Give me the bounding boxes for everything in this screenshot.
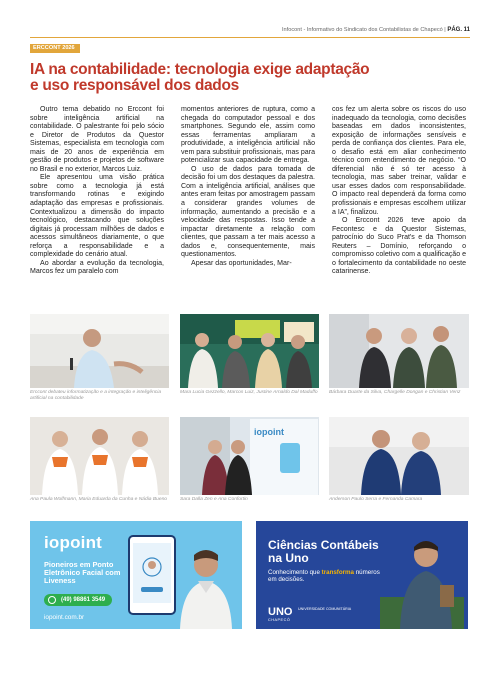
paragraph: Outro tema debatido no Erccont foi sobre inteligência artificial na contabilidade. O palestrante foi pelo sócio e Diretor de Produtos da Questor Sistemas, especialista em tecnologia com mais de 20 anos de experiência em gestão de produtos e projetos de software no Brasil e no exterior, Marcos Luiz. — [30, 106, 164, 173]
section-tag: ERCCONT 2026 — [30, 44, 80, 53]
title-line-1: IA na contabilidade: tecnologia exige adaptação — [30, 61, 370, 78]
photo-caption: Erccont debateu informatização e a integração e inteligência artificial na contabilidade — [30, 390, 162, 401]
uno-sub-post: números em decisões. — [268, 569, 380, 583]
article-column-1 — [30, 106, 164, 277]
uno-tagline: UNIVERSIDADE COMUNITÁRIA — [298, 607, 352, 611]
uno-logo-subtitle: CHAPECÓ — [268, 618, 291, 622]
article-title — [30, 62, 470, 94]
photo-caption: Bárbara Duarte da Silva, Chargelle Dongan e Christian Venz — [329, 390, 461, 395]
uno-sub-pre: Conhecimento que — [268, 569, 322, 576]
article-column-2 — [181, 106, 315, 268]
photo-caption: Ana Paula Wolfmann, Maria Eduarda da Cunha e Nádia Bueno — [30, 497, 168, 502]
photo-caption: Mara Lucia Gezzello, Marcos Luiz, Justine Arnaldo Dal Maduffo — [180, 390, 318, 395]
paragraph: momentos anteriores de ruptura, como a chegada do computador pessoal e dos smartphones. Segundo ele, assim como essas ferramentas ampliaram a produtividade, a inteligência artificial não vem para substituir profissionais, mas para potencializar sua capacidade de entrega. — [181, 106, 315, 165]
paragraph: cos fez um alerta sobre os riscos do uso inadequado da tecnologia, como decisões baseadas em dados inconsistentes, exposição de informações sensíveis e perda de confiança dos clientes. Para ele, o desafio está em aliar conhecimento técnico com entendimento de negócio. “O diferencial não é só ter acesso à tecnologia, mas saber treinar, validar e usar esses dados com responsabilidade. O impacto real dependerá da forma como profissionais e empresas escolhem utilizar a IA”, finalizou. — [332, 106, 466, 216]
photo-speaker — [30, 314, 169, 388]
paragraph: O Erccont 2026 teve apoio da Fecontesc e da Questor Sistemas, patrocínio do Suco Prat's e da Thomson Reuters – Domínio, reforçando o compromisso coletivo com a qualificação e o fortalecimento da contabilidade no oeste catarinense. — [332, 217, 466, 276]
uno-title-line-1: Ciências Contábeis — [268, 538, 379, 552]
whatsapp-contact[interactable] — [44, 594, 112, 606]
photo-caption: Sara Dalla Zen e Ana Confortin — [180, 497, 248, 502]
photo-women-three — [30, 417, 169, 495]
uno-title-line-2: na Uno — [268, 550, 309, 565]
ad-iopoint[interactable] — [30, 521, 242, 629]
ad-website[interactable]: iopoint.com.br — [44, 614, 85, 621]
page-number: PÁG. 11 — [447, 27, 470, 33]
ad-uno[interactable] — [256, 521, 468, 629]
title-line-2: e uso responsável dos dados — [30, 77, 239, 94]
tablet-mockup — [128, 535, 176, 615]
iopoint-logo: iopoint — [44, 533, 103, 552]
tablet-screen — [133, 543, 171, 603]
header-separator: | — [442, 27, 448, 33]
photo-caption: Anderson Paulo Serra e Fernanda Camara — [329, 497, 423, 502]
phone-number: (49) 98861 3549 — [61, 597, 106, 603]
whatsapp-icon — [48, 596, 56, 604]
publication-name: Infocont - Informativo do Sindicato dos Contabilistas de Chapecó — [281, 27, 443, 33]
student-photo — [380, 527, 464, 629]
paragraph: Ele apresentou uma visão prática sobre como a tecnologia já está transformando rotinas e exigindo adaptação das empresas e profissionais. Contextualizou a dimensão do impacto tecnológico, destacando que soluções digitais já processam milhões de dados e acessos simultâneos diariamente, o que reforça a responsabilidade e a complexidade do cenário atual. — [30, 174, 164, 259]
uno-sub-bold: transforma — [321, 569, 354, 576]
uno-logo: UNO — [268, 606, 293, 618]
man-photo — [176, 541, 236, 629]
photo-group-award — [180, 314, 319, 388]
paragraph: Ao abordar a evolução da tecnologia, Marcos fez um paralelo com — [30, 259, 164, 276]
photo-couple — [329, 417, 469, 495]
page-header — [282, 27, 470, 33]
photo-group-three — [329, 314, 469, 388]
paragraph: Apesar das oportunidades, Mar- — [191, 259, 292, 267]
stand-brand-text: iopoint — [254, 427, 284, 437]
header-rule — [30, 37, 470, 38]
photo-iopoint-stand — [180, 417, 319, 495]
paragraph: O uso de dados para tomada de decisão foi um dos destaques da palestra. Com a inteligência artificial, análises que antes eram feitas por amostragem passam a considerar grandes volumes de informação, aumentando a precisão e a velocidade das respostas. Isso tende a impactar diretamente a relação com clientes, que passam a ter mais acesso a dados e, consequentemente, mais questionamentos. — [181, 165, 315, 259]
ad-headline: Pioneiros em Ponto Eletrônico Facial com Liveness — [44, 560, 121, 586]
uno-title — [268, 539, 379, 564]
uno-subtitle — [268, 569, 380, 583]
article-column-3 — [332, 106, 466, 277]
